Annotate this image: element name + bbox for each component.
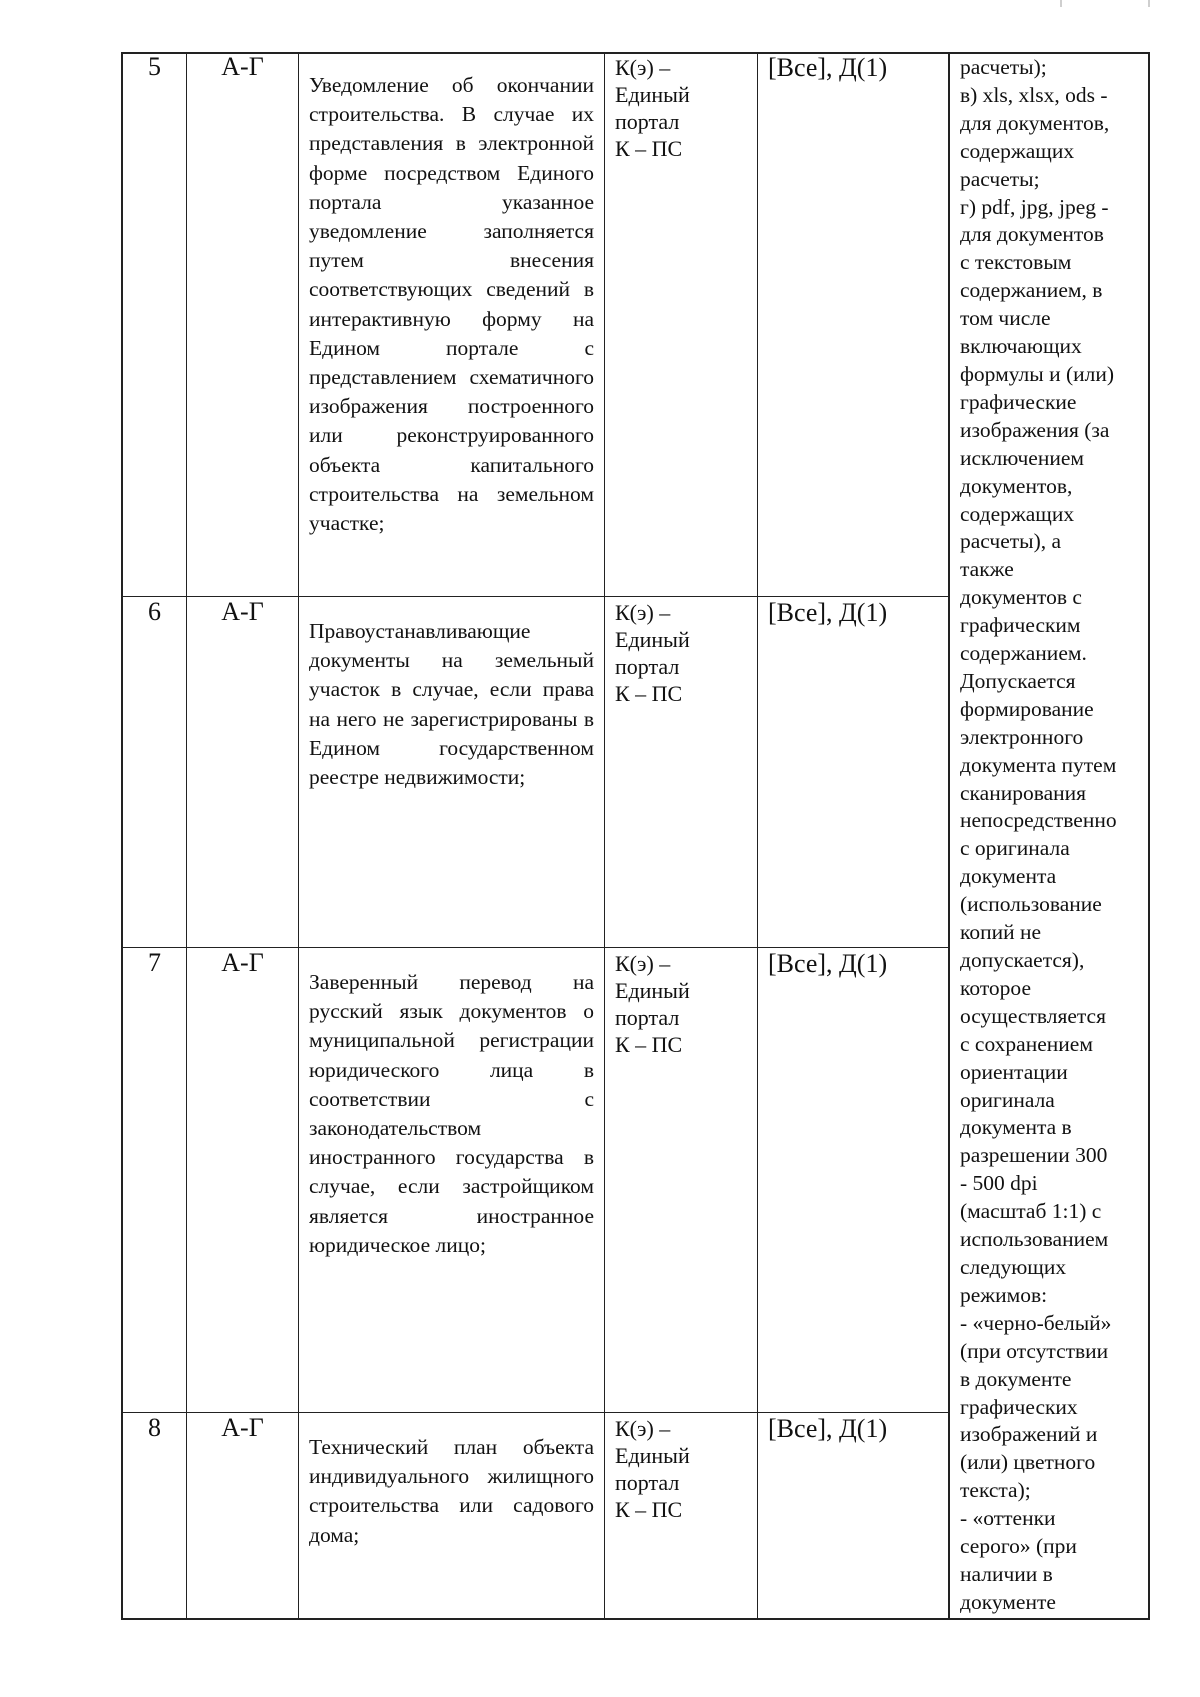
row-document-name: Заверенный перевод на русский язык документов о муниципальной регистрации юридического лица в соответствии с законодательством иностранного государства в случае, если застройщиком является иностранное юридическое лицо; xyxy=(309,970,594,1257)
row-number: 8 xyxy=(148,1413,161,1442)
row-category: А-Г xyxy=(221,597,264,626)
row-submission-method: К(э) – Единый портал К – ПС xyxy=(615,55,690,161)
row-category: А-Г xyxy=(221,948,264,977)
row-submission-method: К(э) – Единый портал К – ПС xyxy=(615,600,690,706)
row-number: 5 xyxy=(148,52,161,81)
row-number: 6 xyxy=(148,597,161,626)
row-number: 7 xyxy=(148,948,161,977)
row-condition: [Все], Д(1) xyxy=(768,53,888,82)
row-submission-method: К(э) – Единый портал К – ПС xyxy=(615,951,690,1057)
page-corner-mark xyxy=(1060,0,1150,12)
row-condition: [Все], Д(1) xyxy=(768,1414,888,1443)
row-condition: [Все], Д(1) xyxy=(768,598,888,627)
documents-table xyxy=(121,52,1150,1620)
row-category: А-Г xyxy=(221,52,264,81)
row-document-name: Технический план объекта индивидуального жилищного строительства или садового дома; xyxy=(309,1435,594,1547)
row-condition: [Все], Д(1) xyxy=(768,949,888,978)
format-requirements-text: расчеты); в) xls, xlsx, ods - для документов, содержащих расчеты; г) pdf, jpg, jpeg - для документов с текстовым содержанием, в том числе включающих формулы и (или) графические изображения (за исключением документов, содержащих расчеты), а также документов с графическим содержанием. Допускается формирование электронного документа путем сканирования непосредственно с оригинала документа (использование копий не допускается), которое осуществляется с сохранением ориентации оригинала документа в разрешении 300 - 500 dpi (масштаб 1:1) с использованием следующих режимов: - «черно-белый» (при отсутствии в документе графических изображений и (или) цветного текста); - «оттенки серого» (при наличии в документе xyxy=(960,55,1117,1614)
row-document-name: Правоустанавливающие документы на земельный участок в случае, если права на него не зарегистрированы в Едином государственном реестре недвижимости; xyxy=(309,619,594,790)
row-submission-method: К(э) – Единый портал К – ПС xyxy=(615,1416,690,1522)
row-category: А-Г xyxy=(221,1413,264,1442)
row-document-name: Уведомление об окончании строительства. В случае их представления в электронной форме посредством Единого портала указанное уведомление заполняется путем внесения соответствующих сведений в интерактивную форму на Едином портале с представлением схематичного изображения построенного или реконструированного объекта капитального строительства на земельном участке; xyxy=(309,73,594,536)
